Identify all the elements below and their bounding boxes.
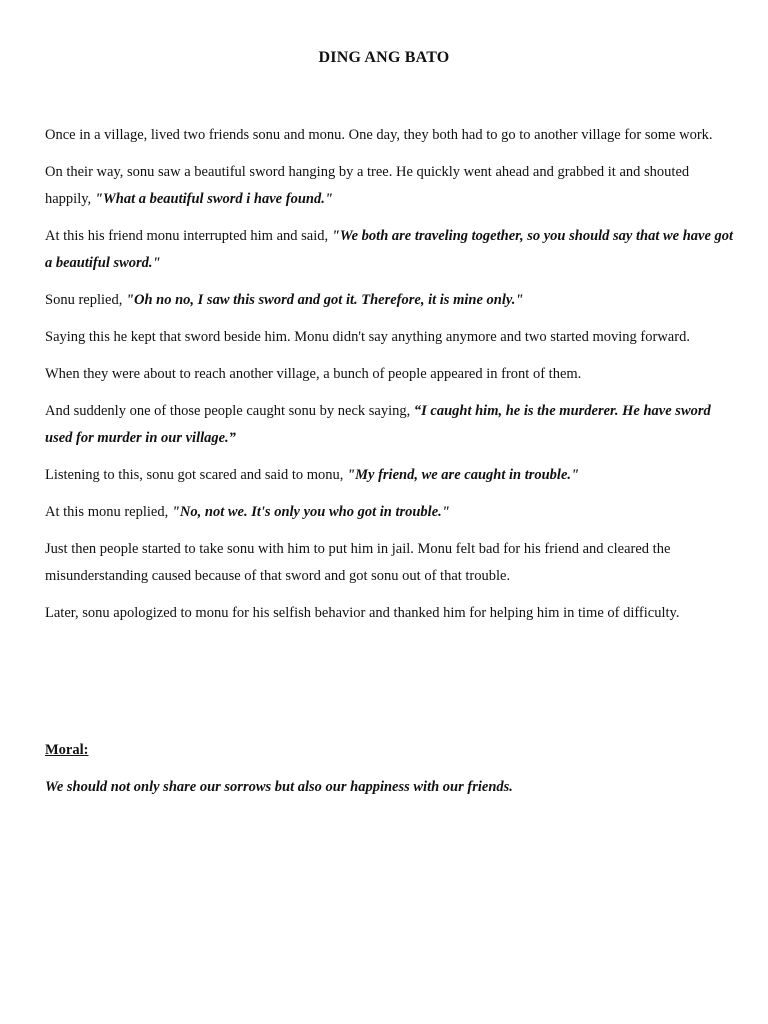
paragraph-quote: "My friend, we are caught in trouble." — [347, 467, 580, 483]
paragraph-quote: “I caught him, he is the murderer. He have sword used for murder in our village.” — [45, 403, 711, 446]
paragraph-quote: "Oh no no, I saw this sword and got it. Therefore, it is mine only." — [125, 292, 524, 308]
document-title: DING ANG BATO — [318, 49, 450, 66]
paragraph-text: At this his friend monu interrupted him and said, — [45, 228, 332, 244]
paragraph-text: Just then people started to take sonu with him to put him in jail. Monu felt bad for his friend and cleared the misunderstanding caused because of that sword and got sonu out of that trouble. — [45, 541, 671, 584]
paragraph-text: Later, sonu apologized to monu for his selfish behavior and thanked him for helping him in time of difficulty. — [45, 605, 680, 621]
paragraph-quote: "We both are traveling together, so you should say that we have got a beautiful sword." — [45, 228, 734, 271]
paragraph-4 — [45, 287, 735, 314]
story-body — [45, 122, 735, 637]
paragraph-quote: "No, not we. It's only you who got in trouble." — [171, 504, 450, 520]
paragraph-8 — [45, 462, 735, 489]
moral-text: We should not only share our sorrows but also our happiness with our friends. — [45, 779, 513, 795]
paragraph-10 — [45, 536, 735, 590]
paragraph-text: On their way, sonu saw a beautiful sword hanging by a tree. He quickly went ahead and grabbed it and shouted happily, — [45, 164, 690, 207]
paragraph-9 — [45, 499, 735, 526]
paragraph-text: At this monu replied, — [45, 504, 172, 520]
paragraph-5 — [45, 324, 735, 351]
paragraph-text: When they were about to reach another village, a bunch of people appeared in front of them. — [45, 366, 582, 382]
paragraph-3 — [45, 223, 735, 277]
moral-heading: Moral: — [45, 742, 89, 758]
paragraph-text: Sonu replied, — [45, 292, 126, 308]
paragraph-text: Once in a village, lived two friends sonu and monu. One day, they both had to go to another village for some work. — [45, 127, 713, 143]
paragraph-quote: "What a beautiful sword i have found." — [94, 191, 333, 207]
paragraph-1 — [45, 122, 735, 149]
paragraph-6 — [45, 361, 735, 388]
paragraph-11 — [45, 600, 735, 627]
paragraph-7 — [45, 398, 735, 452]
paragraph-text: And suddenly one of those people caught sonu by neck saying, — [45, 403, 414, 419]
paragraph-2 — [45, 159, 735, 213]
paragraph-text: Listening to this, sonu got scared and said to monu, — [45, 467, 348, 483]
paragraph-text: Saying this he kept that sword beside him. Monu didn't say anything anymore and two started moving forward. — [45, 329, 690, 345]
